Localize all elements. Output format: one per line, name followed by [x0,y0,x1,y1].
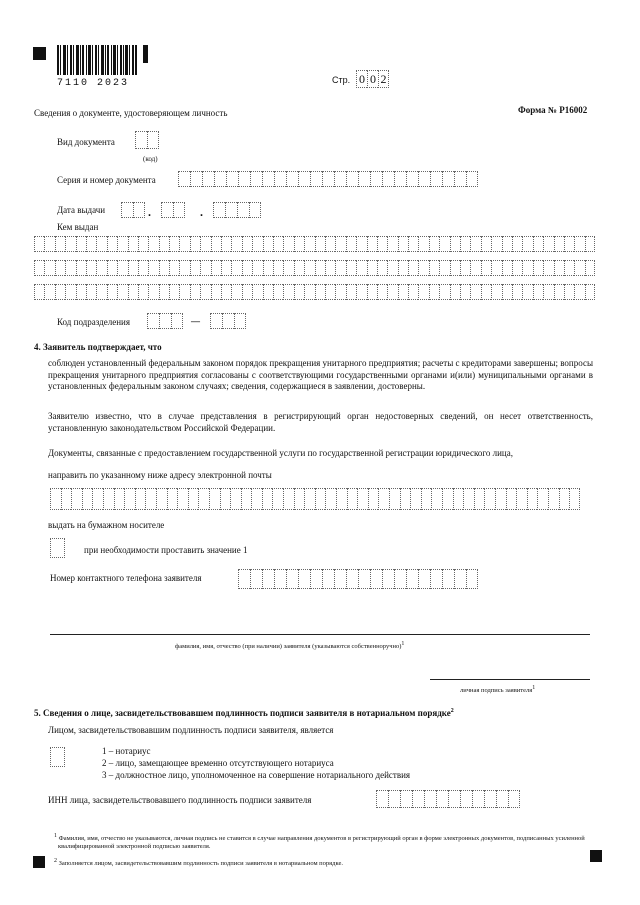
input-cell [304,236,314,252]
input-cell [335,260,345,276]
certifier-option-2: 2 – лицо, замещающее временно отсутствующего нотариуса [102,758,334,768]
input-cell [315,260,325,276]
section-4-title: 4. Заявитель подтверждает, что [34,342,162,352]
input-cell [242,236,252,252]
input-cell [44,236,54,252]
input-cell [294,284,304,300]
input-cell [502,260,512,276]
division-code-part-2[interactable] [210,313,246,329]
input-cell [283,284,293,300]
footnote-1-mark: 1 [54,833,57,839]
input-cell [491,236,501,252]
corner-marker-top-left [33,47,46,60]
applicant-name-line[interactable] [50,634,590,635]
input-cell [484,488,495,510]
input-cell [559,488,570,510]
section-4-paragraph-1: соблюден установленный федеральным законом порядок прекращения унитарного предприятия; расчеты с кредиторами завершены; вопросы прекращения унитарного предприятия согласованы с соответствующими государственными органами и(или) муниципальными органами в установленных федеральным законом случаях; сведения, содержащиеся в заявлении, достоверны. [48,358,594,391]
barcode [57,45,137,75]
input-cell [585,236,595,252]
input-cell [179,260,189,276]
issue-date-label: Дата выдачи [57,205,106,215]
input-cell [76,284,86,300]
input-cell [76,236,86,252]
input-cell [442,488,453,510]
input-cell [367,284,377,300]
input-cell [117,236,127,252]
input-cell [55,284,65,300]
input-cell [470,236,480,252]
email-label: направить по указанному ниже адресу электронной почты [48,470,272,480]
input-cell [439,260,449,276]
input-cell [86,284,96,300]
input-cell [377,236,387,252]
input-cell [71,488,82,510]
input-cell [148,236,158,252]
input-cell [408,260,418,276]
input-cell [148,260,158,276]
section-5-title [34,706,454,719]
signature-caption-note: 1 [532,685,536,691]
input-cell [554,260,564,276]
identity-section-title: Сведения о документе, удостоверяющем личность [34,108,228,118]
input-cell [429,260,439,276]
input-cell [450,236,460,252]
input-cell [117,284,127,300]
input-cell [96,260,106,276]
email-input[interactable] [50,488,580,510]
input-cell [418,236,428,252]
input-cell [491,284,501,300]
input-cell [377,284,387,300]
input-cell [398,284,408,300]
division-code-part-1[interactable] [147,313,183,329]
input-cell [548,488,559,510]
input-cell [65,236,75,252]
input-cell [34,260,44,276]
input-cell [44,284,54,300]
input-cell [368,488,379,510]
series-number-label: Серия и номер документа [57,175,156,185]
input-cell [502,236,512,252]
input-cell [325,236,335,252]
input-cell [564,236,574,252]
input-cell [356,236,366,252]
input-cell [190,260,200,276]
input-cell [294,488,305,510]
input-cell [138,236,148,252]
issued-by-row-3[interactable] [34,284,595,300]
applicant-name-caption [175,640,404,651]
certifier-label: Лицом, засвидетельствовавшим подлинность подписи заявителя, является [48,725,334,735]
input-cell [273,260,283,276]
input-cell [495,488,506,510]
input-cell [470,260,480,276]
corner-marker-bottom-left [33,856,45,868]
input-cell [34,236,44,252]
barcode-graphic [57,45,137,75]
input-cell [117,260,127,276]
input-cell [283,260,293,276]
input-cell [470,284,480,300]
input-cell [159,236,169,252]
input-cell [346,236,356,252]
input-cell [34,284,44,300]
certifier-option-1: 1 – нотариус [102,746,151,756]
input-cell [429,284,439,300]
footnote-2-mark: 2 [54,858,57,864]
input-cell [304,488,315,510]
input-cell [50,488,61,510]
issue-date-day[interactable] [121,202,145,218]
section-5-title-text: 5. Сведения о лице, засвидетельствовавшем подлинность подписи заявителя в нотариальном порядке [34,708,451,718]
input-cell [55,260,65,276]
input-cell [231,236,241,252]
input-cell [506,488,517,510]
input-cell [198,488,209,510]
input-cell [138,284,148,300]
signature-caption [460,684,535,695]
inn-input[interactable] [376,790,520,808]
input-cell [315,236,325,252]
input-cell [221,284,231,300]
certifier-option-3: 3 – должностное лицо, уполномоченное на совершение нотариального действия [102,770,411,780]
input-cell [200,284,210,300]
input-cell [107,236,117,252]
input-cell [128,260,138,276]
input-cell [377,260,387,276]
input-cell [252,284,262,300]
input-cell [481,284,491,300]
signature-line[interactable] [430,679,590,680]
input-cell [96,284,106,300]
input-cell [378,488,389,510]
input-cell [263,236,273,252]
input-cell [410,488,421,510]
section-4-paragraph-3: Документы, связанные с предоставлением государственной услуги по государственной регистрации юридического лица, [48,448,513,458]
checkbox-hint: при необходимости проставить значение 1 [84,545,248,555]
page-digit-2: 0 [367,70,378,88]
corner-marker-bottom-right [590,850,602,862]
input-cell [554,236,564,252]
footnote-2 [54,857,588,868]
input-cell [585,284,595,300]
input-cell [283,236,293,252]
input-cell [190,284,200,300]
input-cell [367,236,377,252]
input-cell [356,284,366,300]
issued-by-row-1[interactable] [34,236,595,252]
input-cell [336,488,347,510]
input-cell [554,284,564,300]
input-cell [502,284,512,300]
page-digit-1: 0 [356,70,367,88]
series-number-input[interactable] [178,171,478,187]
input-cell [221,260,231,276]
input-cell [273,284,283,300]
input-cell [346,284,356,300]
input-cell [209,488,220,510]
input-cell [453,488,464,510]
paper-checkbox[interactable] [50,538,65,558]
input-cell [537,488,548,510]
input-cell [65,260,75,276]
input-cell [400,488,411,510]
input-cell [221,236,231,252]
input-cell [315,284,325,300]
input-cell [335,284,345,300]
input-cell [408,284,418,300]
section-5-title-note: 2 [450,708,454,714]
input-cell [398,260,408,276]
input-cell [522,284,532,300]
input-cell [439,236,449,252]
input-cell [272,488,283,510]
input-cell [294,260,304,276]
barcode-number: 7110 2023 [57,78,130,89]
footnote-1-text: Фамилия, имя, отчество не указываются, личная подпись не ставится в случае направления документов в регистрирующий орган в форме электронных документов, подписанных усиленной квалифицированной электронной подписью заявителя. [58,835,585,851]
input-cell [460,236,470,252]
input-cell [92,488,103,510]
input-cell [124,488,135,510]
input-cell [294,236,304,252]
doc-type-input[interactable] [135,131,159,149]
input-cell [460,260,470,276]
input-cell [128,284,138,300]
input-cell [241,488,252,510]
input-cell [463,488,474,510]
input-cell [167,488,178,510]
input-cell [389,488,400,510]
input-cell [107,260,117,276]
input-cell [418,260,428,276]
input-cell [481,260,491,276]
input-cell [179,284,189,300]
applicant-name-caption-note: 1 [401,641,405,647]
input-cell [231,284,241,300]
input-cell [128,236,138,252]
issued-by-row-2[interactable] [34,260,595,276]
input-cell [347,488,358,510]
input-cell [387,236,397,252]
input-cell [569,488,580,510]
date-separator-2: . [200,205,203,219]
input-cell [220,488,231,510]
page-label: Стр. [332,75,351,85]
input-cell [211,236,221,252]
input-cell [114,488,125,510]
input-cell [574,284,584,300]
code-hint: (код) [143,155,158,163]
input-cell [169,236,179,252]
input-cell [421,488,432,510]
input-cell [356,260,366,276]
input-cell [169,260,179,276]
input-cell [585,260,595,276]
input-cell [103,488,114,510]
input-cell [533,260,543,276]
input-cell [367,260,377,276]
input-cell [44,260,54,276]
input-cell [211,284,221,300]
input-cell [325,260,335,276]
input-cell [474,488,485,510]
input-cell [450,260,460,276]
input-cell [107,284,117,300]
input-cell [55,236,65,252]
input-cell [512,284,522,300]
input-cell [263,284,273,300]
input-cell [159,260,169,276]
input-cell [252,260,262,276]
input-cell [512,236,522,252]
footnote-2-text: Заполняется лицом, засвидетельствовавшим подлинность подписи заявителя в нотариальном порядке. [58,860,343,868]
date-separator-1: . [148,205,151,219]
input-cell [156,488,167,510]
input-cell [387,284,397,300]
input-cell [159,284,169,300]
input-cell [450,284,460,300]
input-cell [460,284,470,300]
input-cell [179,236,189,252]
input-cell [283,488,294,510]
input-cell [169,284,179,300]
input-cell [82,488,93,510]
page-digit-3: 2 [378,70,389,88]
section-4-paragraph-2: Заявителю известно, что в случае представления в регистрирующий орган недостоверных сведений, он несет ответственность, установленную законодательством Российской Федерации. [48,411,593,433]
input-cell [242,260,252,276]
input-cell [564,284,574,300]
doc-type-label: Вид документа [57,137,115,147]
input-cell [86,236,96,252]
division-code-label: Код подразделения [57,317,130,327]
applicant-name-caption-text: фамилия, имя, отчество (при наличии) заявителя (указываются собственноручно) [175,643,402,651]
input-cell [230,488,241,510]
input-cell [429,236,439,252]
input-cell [533,284,543,300]
input-cell [138,260,148,276]
input-cell [188,488,199,510]
phone-label: Номер контактного телефона заявителя [50,573,202,583]
input-cell [522,236,532,252]
input-cell [574,260,584,276]
input-cell [357,488,368,510]
input-cell [96,236,106,252]
input-cell [263,260,273,276]
inn-label: ИНН лица, засвидетельствовавшего подлинность подписи заявителя [48,795,312,805]
input-cell [533,236,543,252]
input-cell [315,488,326,510]
input-cell [398,236,408,252]
input-cell [177,488,188,510]
input-cell [65,284,75,300]
input-cell [76,260,86,276]
input-cell [491,260,501,276]
input-cell [527,488,538,510]
input-cell [200,236,210,252]
input-cell [574,236,584,252]
issue-date-year[interactable] [213,202,261,218]
input-cell [86,260,96,276]
issue-date-month[interactable] [161,202,185,218]
input-cell [325,488,336,510]
input-cell [231,260,241,276]
input-cell [145,488,156,510]
input-cell [512,260,522,276]
input-cell [251,488,262,510]
input-cell [481,236,491,252]
signature-caption-text: личная подпись заявителя [460,687,533,695]
input-cell [543,236,553,252]
input-cell [135,488,146,510]
input-cell [564,260,574,276]
input-cell [242,284,252,300]
form-name: Форма № Р16002 [518,105,588,115]
input-cell [431,488,442,510]
input-cell [543,260,553,276]
division-code-separator: — [191,316,200,326]
input-cell [211,260,221,276]
barcode-side-bar [143,45,148,63]
input-cell [418,284,428,300]
input-cell [522,260,532,276]
page-number-field[interactable] [356,70,389,88]
input-cell [346,260,356,276]
input-cell [516,488,527,510]
input-cell [335,236,345,252]
input-cell [439,284,449,300]
paper-label: выдать на бумажном носителе [48,520,165,530]
input-cell [190,236,200,252]
input-cell [200,260,210,276]
input-cell [304,260,314,276]
certifier-type-input[interactable] [50,747,65,767]
phone-input[interactable] [238,569,478,589]
input-cell [148,284,158,300]
input-cell [387,260,397,276]
input-cell [252,236,262,252]
input-cell [304,284,314,300]
input-cell [61,488,72,510]
footnote-1 [54,832,588,851]
input-cell [408,236,418,252]
issued-by-label: Кем выдан [57,222,99,232]
input-cell [273,236,283,252]
input-cell [543,284,553,300]
input-cell [325,284,335,300]
input-cell [262,488,273,510]
